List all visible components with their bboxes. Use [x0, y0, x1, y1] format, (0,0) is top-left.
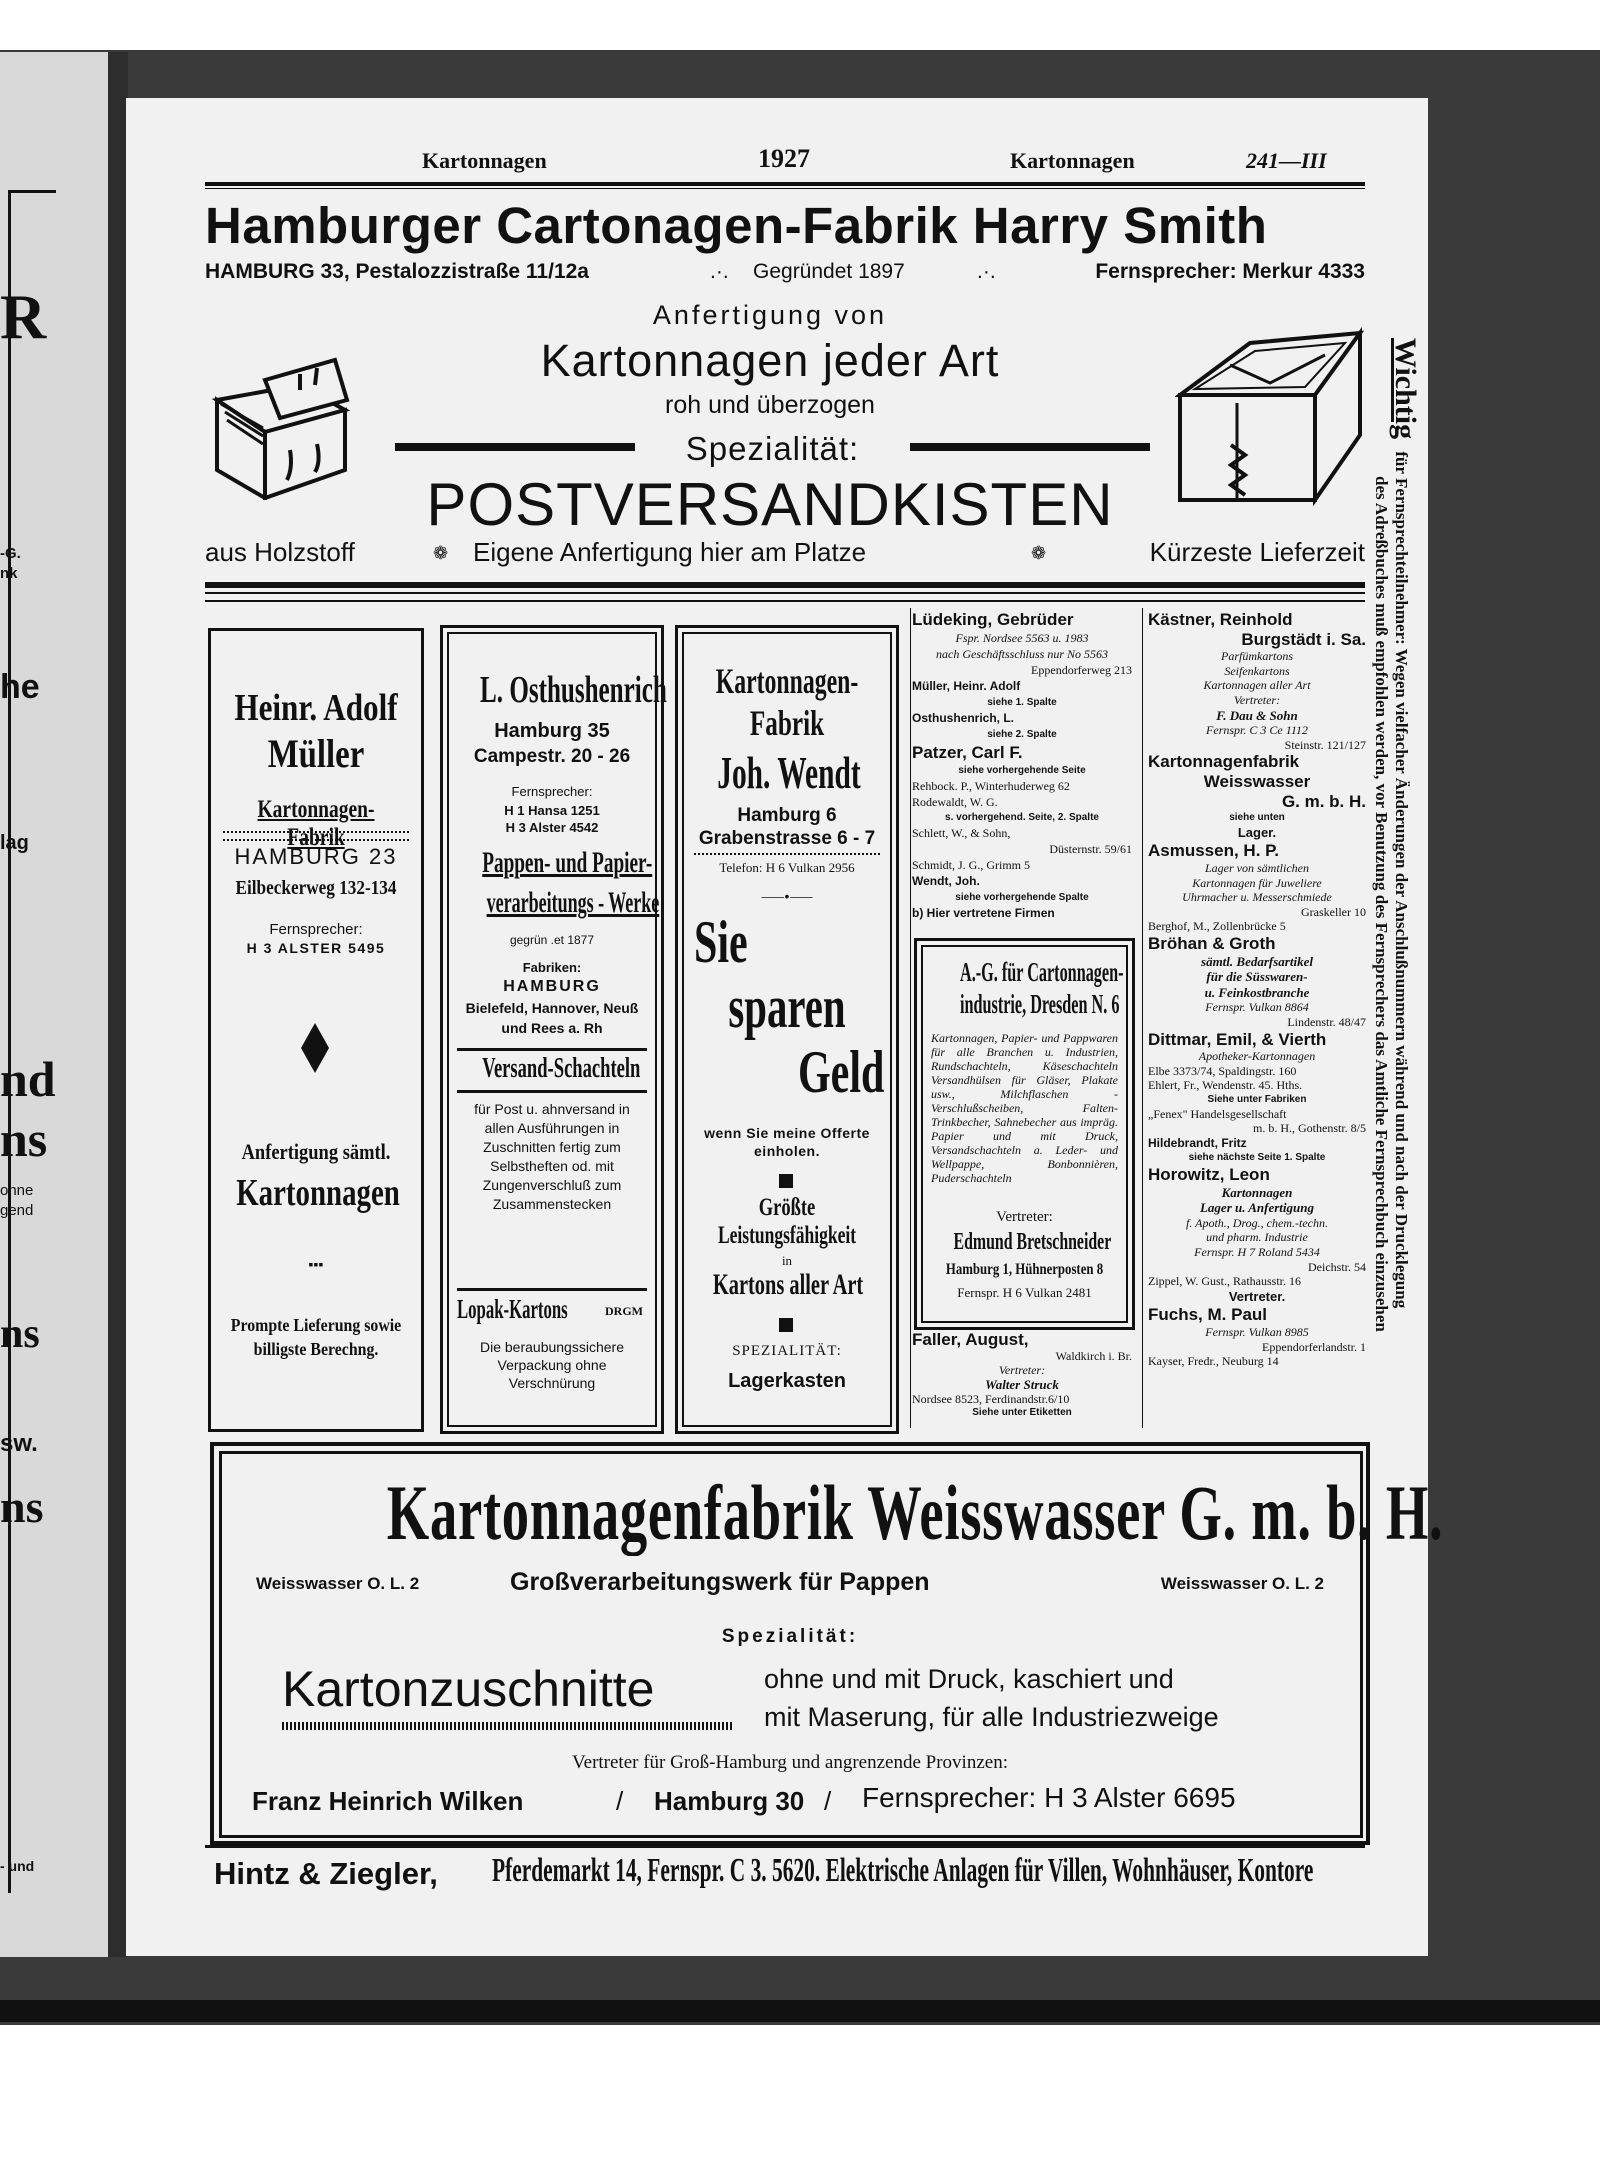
- shipping-crate-icon: [1175, 325, 1365, 510]
- left-page-frame: [8, 190, 56, 1893]
- sidebar-notice-line1: für Fernsprechteilnehmer: Wegen vielfacher Änderungen der Anschlußnummern während und nach der Drucklegung: [1392, 451, 1411, 1309]
- harry-smith-line3: roh und überzogen: [665, 391, 875, 419]
- directory-entry-line: s. vorhergehend. Seite, 2. Spalte: [945, 812, 1099, 823]
- wendt-slogan3: Geld: [797, 1039, 884, 1105]
- harry-smith-line1: Anfertigung von: [652, 300, 888, 330]
- ornament-icon: ▪▪▪: [308, 1256, 324, 1272]
- sidebar-notice-title: Wichtig: [1389, 338, 1422, 440]
- mueller-city: HAMBURG 23: [234, 844, 398, 869]
- directory-entry-line: siehe vorhergehende Spalte: [955, 892, 1089, 903]
- directory-entry-line: „Fenex" Handelsgesellschaft: [1148, 1106, 1287, 1121]
- directory-entry-line: Osthushenrich, L.: [912, 711, 1015, 725]
- dresden-rep-address: Hamburg 1, Hühnerposten 8: [945, 1261, 1104, 1278]
- harry-smith-material: aus Holzstoff: [205, 537, 355, 567]
- osthushenrich-lopak-line: [457, 1294, 647, 1325]
- wendt-slogan1: Sie: [694, 909, 748, 975]
- harry-smith-bottom-line: [205, 537, 1365, 571]
- weisswasser-subtitle: Großverarbeitungswerk für Pappen: [510, 1568, 930, 1596]
- directory-entry-line: Rehbock. P., Winterhuderweg 62: [912, 779, 1070, 793]
- ornament-rule: [223, 831, 409, 841]
- directory-entry-line: Fspr. Nordsee 5563 u. 1983: [955, 631, 1089, 645]
- ornament-rule: [282, 1722, 734, 1730]
- left-fragment: - und: [0, 1858, 35, 1874]
- harry-smith-line4: Spezialität:: [685, 430, 860, 467]
- directory-entry-line: Kartonnagenfabrik: [1148, 752, 1300, 772]
- left-fragment: ns: [0, 1481, 44, 1532]
- wendt-offer: wenn Sie meine Offerte einholen.: [704, 1125, 870, 1159]
- directory-entry-line: Deichstr. 54: [1308, 1259, 1366, 1274]
- directory-entry-line: Berghof, M., Zollenbrücke 5: [1148, 919, 1286, 934]
- directory-entry-line: Fernspr. H 7 Roland 5434: [1194, 1245, 1320, 1259]
- harry-smith-delivery: Kürzeste Lieferzeit: [1149, 537, 1365, 567]
- wendt-line2: Fabrik: [749, 703, 825, 743]
- directory-entry-line: und pharm. Industrie: [1206, 1230, 1308, 1245]
- ornament-bullet-icon: ❁: [1031, 543, 1047, 563]
- directory-entry-line: Walter Struck: [985, 1377, 1059, 1392]
- osthushenrich-works1: Pappen- und Papier-: [482, 846, 653, 879]
- dresden-rep-phone: Fernspr. H 6 Vulkan 2481: [957, 1285, 1092, 1300]
- wendt-city: Hamburg 6: [737, 805, 837, 826]
- osthushenrich-product-text: für Post u. ahnversand in allen Ausführungen in Zuschnitten fertig zum Selbstheften od. mit Zungenverschluß zum Zusammenstecken: [474, 1101, 630, 1212]
- directory-entry-line: Müller, Heinr. Adolf: [912, 679, 1021, 693]
- harry-smith-founded: Gegründet 1897: [753, 260, 905, 283]
- footer-advert: [214, 1850, 1364, 1898]
- mueller-name1: Heinr. Adolf: [234, 687, 398, 729]
- directory-entry-line: Seifenkartons: [1224, 663, 1290, 678]
- directory-entry-line: nach Geschäftsschluss nur No 5563: [936, 647, 1108, 661]
- wendt-big3: Kartons aller Art: [712, 1268, 864, 1301]
- directory-entry-line: Burgstädt i. Sa.: [1241, 629, 1366, 649]
- left-fragment: nk: [0, 565, 18, 582]
- advert-dresden: [914, 938, 1135, 1330]
- directory-entry-line: Siehe unter Etiketten: [972, 1407, 1072, 1418]
- divider: [457, 1090, 647, 1093]
- directory-entry-line: b) Hier vertretene Firmen: [912, 906, 1055, 920]
- dresden-title1: A.-G. für Cartonnagen-: [960, 957, 1124, 987]
- directory-entry-line: Asmussen, H. P.: [1148, 841, 1280, 861]
- dresden-text: Kartonnagen, Papier- und Pappwaren für alle Branchen u. Industrien, Rundschachteln, Käseschachteln Versandhülsen für Gläser, Plakate usw., Milchflaschen - Verschlußscheiben, Falten-Trinkbecher, Sahnebecher aus impräg. Papier und mit Druck, Versandschachteln a. Leder- und Wellpappe, Bonbonnièren, Puderschachteln: [931, 1031, 1118, 1185]
- advert-weisswasser: [210, 1442, 1444, 1845]
- mueller-trade: Kartonnagen-Fabrik: [257, 796, 375, 851]
- directory-entry-line: Wendt, Joh.: [912, 874, 980, 888]
- left-fragment: ns: [0, 1311, 40, 1357]
- osthushenrich-factory3: und Rees a. Rh: [501, 1020, 603, 1036]
- osthushenrich-phone2: H 3 Alster 4542: [505, 820, 599, 835]
- directory-entry-line: siehe nächste Seite 1. Spalte: [1188, 1152, 1326, 1164]
- directory-entry-line: Ehlert, Fr., Wendenstr. 45. Hths.: [1148, 1078, 1303, 1093]
- directory-entry-line: Rodewaldt, W. G.: [912, 795, 998, 809]
- directory-entry-line: Fernspr. C 3 Ce 1112: [1206, 723, 1308, 738]
- directory-entry-line: m. b. H., Gothenstr. 8/5: [1253, 1121, 1366, 1136]
- directory-entry-line: Fernspr. Vulkan 8864: [1205, 1000, 1309, 1015]
- left-fragment: he: [0, 668, 40, 706]
- wendt-slogan2: sparen: [728, 974, 846, 1040]
- weisswasser-rep-phone: Fernsprecher: H 3 Alster 6695: [862, 1782, 1236, 1813]
- directory-entry-line: Weisswasser: [1203, 772, 1311, 791]
- directory-entry-line: für die Süsswaren-: [1206, 969, 1308, 985]
- divider: [457, 1048, 647, 1051]
- separator: /: [824, 1786, 832, 1816]
- header-rule-thin: [205, 188, 1365, 189]
- column-rule: [910, 608, 911, 1428]
- directory-entry-line: Kartonnagen aller Art: [1203, 678, 1311, 693]
- osthushenrich-city: Hamburg 35: [494, 720, 610, 742]
- directory-entry-line: Kartonnagen für Juweliere: [1192, 875, 1322, 890]
- ornament-icon: ⸺•⸺: [760, 888, 814, 904]
- dresden-title2: industrie, Dresden N. 6: [960, 989, 1120, 1019]
- weisswasser-location-left: Weisswasser O. L. 2: [256, 1574, 420, 1593]
- footer-text: Pferdemarkt 14, Fernspr. C 3. 5620. Elektrische Anlagen für Villen, Wohnhäuser, Kontore: [492, 1852, 1314, 1889]
- weisswasser-rep-name: Franz Heinrich Wilken: [252, 1786, 524, 1816]
- osthushenrich-phone1: H 1 Hansa 1251: [504, 803, 600, 818]
- wendt-in: in: [781, 1253, 793, 1268]
- directory-entry-line: Siehe unter Fabriken: [1207, 1094, 1307, 1105]
- directory-column-2: [1148, 610, 1366, 1430]
- weisswasser-spec: Spezialität:: [721, 1626, 859, 1647]
- mueller-phone-label: Fernsprecher:: [269, 921, 363, 938]
- harry-smith-headline: POSTVERSANDKISTEN: [426, 471, 1114, 538]
- weisswasser-rep-city: Hamburg 30: [654, 1786, 805, 1816]
- weisswasser-product: Kartonzuschnitte: [282, 1661, 655, 1717]
- osthushenrich-street: Campestr. 20 - 26: [473, 746, 631, 767]
- scan-bottom-edge: [0, 2000, 1600, 2022]
- left-fragment: ohne: [0, 1182, 34, 1199]
- directory-entry-line: Lager u. Anfertigung: [1199, 1200, 1314, 1216]
- osthushenrich-lopak-text: Die beraubungssichere Verpackung ohne Verschnürung: [480, 1339, 624, 1391]
- left-fragment: ns: [0, 1111, 48, 1167]
- weisswasser-rep-line: Vertreter für Groß-Hamburg und angrenzende Provinzen:: [572, 1752, 1008, 1773]
- section-rule-thin: [205, 592, 1365, 594]
- directory-entry-line: Steinstr. 121/127: [1284, 737, 1366, 752]
- weisswasser-desc2: mit Maserung, für alle Industriezweige: [764, 1702, 1219, 1732]
- advert-wendt: [675, 625, 899, 1434]
- directory-entry-line: Zippel, W. Gust., Rathausstr. 16: [1148, 1274, 1301, 1289]
- directory-entry-line: Patzer, Carl F.: [912, 743, 1023, 762]
- directory-entry-line: Lager von sämtlichen: [1205, 861, 1309, 875]
- advert-osthushenrich: [440, 625, 667, 1434]
- left-fragment: nd: [0, 1051, 56, 1107]
- square-bullet-icon: [779, 1318, 793, 1332]
- directory-entry-line: F. Dau & Sohn: [1216, 707, 1298, 723]
- weisswasser-desc1: ohne und mit Druck, kaschiert und: [764, 1664, 1174, 1694]
- left-fragment: R: [0, 281, 47, 352]
- weisswasser-location-right: Weisswasser O. L. 2: [1160, 1574, 1324, 1593]
- osthushenrich-factory2: Bielefeld, Hannover, Neuß: [465, 1000, 639, 1016]
- left-fragment: gend: [0, 1202, 34, 1219]
- wendt-spec-item: Lagerkasten: [728, 1370, 846, 1392]
- directory-entry-line: Elbe 3373/74, Spaldingstr. 160: [1148, 1063, 1297, 1078]
- directory-entry-line: Kästner, Reinhold: [1148, 610, 1293, 629]
- directory-entry-line: siehe 1. Spalte: [987, 697, 1057, 708]
- left-fragment: -G.: [0, 545, 21, 562]
- mueller-street: Eilbeckerweg 132-134: [235, 877, 397, 899]
- directory-entry-line: Lüdeking, Gebrüder: [912, 610, 1074, 629]
- directory-entry-line: Waldkirch i. Br.: [1055, 1349, 1132, 1363]
- page-number: 241—III: [1246, 148, 1327, 173]
- osthushenrich-founded: gegrün .et 1877: [509, 933, 595, 947]
- directory-entry-line: Kartonnagen: [1221, 1184, 1293, 1200]
- directory-entry-line: siehe vorhergehende Seite: [958, 765, 1086, 776]
- osthushenrich-works2: verarbeitungs - Werke: [486, 886, 660, 919]
- osthushenrich-lopak: Lopak-Kartons: [457, 1294, 568, 1324]
- directory-entry-line: Fuchs, M. Paul: [1148, 1305, 1268, 1325]
- directory-entry-line: G. m. b. H.: [1281, 791, 1366, 811]
- left-fragment: lag: [0, 832, 29, 854]
- ornament-rule-right: [910, 443, 1150, 451]
- divider: [457, 1288, 647, 1291]
- mueller-offer1: Anfertigung sämtl.: [241, 1139, 391, 1164]
- osthushenrich-factory1: HAMBURG: [503, 978, 601, 995]
- header-rule: [205, 182, 1365, 186]
- directory-entry-line: Dittmar, Emil, & Vierth: [1148, 1029, 1327, 1049]
- directory-entry-line: Schlett, W., & Sohn,: [912, 826, 1011, 840]
- directory-entry-line: f. Apoth., Drog., chem.-techn.: [1186, 1215, 1328, 1230]
- directory-entry-line: Kayser, Fredr., Neuburg 14: [1148, 1354, 1279, 1369]
- directory-entry-line: Faller, August,: [912, 1330, 1029, 1349]
- directory-entry-line: Hildebrandt, Fritz: [1148, 1135, 1247, 1150]
- directory-entry-line: Apotheker-Kartonnagen: [1198, 1049, 1316, 1064]
- directory-entry-line: Lindenstr. 48/47: [1287, 1015, 1366, 1029]
- page-gutter: [108, 52, 128, 1957]
- directory-entry-line: Vertreter.: [1228, 1288, 1286, 1304]
- directory-entry-line: Uhrmacher u. Messerschmiede: [1182, 890, 1332, 905]
- column-rule: [1142, 608, 1143, 1428]
- osthushenrich-name: L. Osthushenrich: [480, 669, 667, 711]
- directory-entry-line: Graskeller 10: [1301, 904, 1366, 919]
- directory-column-1-tail: [912, 1330, 1132, 1430]
- wendt-phone: Telefon: H 6 Vulkan 2956: [719, 860, 855, 875]
- directory-entry-line: Parfümkartons: [1221, 649, 1293, 664]
- directory-entry-line: Nordsee 8523, Ferdinandstr.6/10: [912, 1392, 1070, 1406]
- footer-name: Hintz & Ziegler,: [214, 1856, 438, 1891]
- harry-smith-title: Hamburger Cartonagen-Fabrik Harry Smith: [205, 197, 1268, 254]
- harry-smith-line2: Kartonnagen jeder Art: [540, 335, 1000, 386]
- diamond-ornament-icon: [301, 1023, 329, 1073]
- harry-smith-phone: Fernsprecher: Merkur 4333: [1095, 260, 1365, 283]
- sidebar-notice-line2: des Adreßbuches muß empfohlen werden, vor Benutzung des Fernsprechers das Amtliche Fernsprechbuch einzusehen: [1372, 476, 1391, 1332]
- osthushenrich-phone-label: Fernsprecher:: [511, 784, 593, 799]
- directory-entry-line: siehe unten: [1229, 812, 1285, 824]
- dresden-rep-name: Edmund Bretschneider: [953, 1229, 1112, 1255]
- wendt-spec: SPEZIALITÄT:: [732, 1343, 842, 1359]
- harry-smith-address: HAMBURG 33, Pestalozzistraße 11/12a: [205, 260, 589, 283]
- osthushenrich-factories-label: Fabriken:: [522, 960, 582, 975]
- mueller-name2: Müller: [267, 731, 365, 776]
- footer-rule: [205, 1845, 1365, 1848]
- separator: .·.: [710, 260, 729, 283]
- ornament-rule: [694, 853, 880, 859]
- directory-entry-line: Schmidt, J. G., Grimm 5: [912, 858, 1031, 872]
- ornament-rule-left: [395, 443, 635, 451]
- osthushenrich-lopak-mark: DRGM: [605, 1304, 643, 1318]
- wendt-line1: Kartonnagen-: [715, 661, 859, 701]
- wendt-big1: Größte: [758, 1194, 816, 1221]
- wendt-street: Grabenstrasse 6 - 7: [698, 828, 876, 849]
- running-head-right: Kartonnagen: [1010, 148, 1135, 173]
- directory-entry-line: Horowitz, Leon: [1148, 1165, 1270, 1184]
- wendt-name: Joh. Wendt: [717, 747, 861, 798]
- weisswasser-title: Kartonnagenfabrik Weisswasser G. m. b. H.: [386, 1469, 1444, 1556]
- ornament-bullet-icon: ❁: [433, 543, 449, 563]
- osthushenrich-product: Versand-Schachteln: [482, 1052, 641, 1084]
- separator: .·.: [977, 260, 996, 283]
- harry-smith-address-line: [205, 260, 1365, 290]
- mueller-phone: H 3 ALSTER 5495: [246, 940, 386, 956]
- directory-entry-line: Eppendorferweg 213: [1031, 663, 1132, 677]
- square-bullet-icon: [779, 1174, 793, 1188]
- mueller-closing: Prompte Lieferung sowie billigste Berechng.: [230, 1315, 402, 1359]
- running-head-year: 1927: [758, 144, 810, 173]
- wendt-big2: Leistungsfähigkeit: [717, 1222, 857, 1249]
- directory-entry-line: siehe 2. Spalte: [987, 729, 1057, 740]
- open-box-icon: [205, 340, 355, 500]
- section-rule: [205, 582, 1365, 588]
- directory-column-1: [912, 610, 1132, 932]
- harry-smith-production: Eigene Anfertigung hier am Platze: [473, 537, 867, 567]
- directory-entry-line: Düsternstr. 59/61: [1049, 842, 1132, 856]
- separator: /: [616, 1786, 624, 1816]
- advert-mueller: [208, 628, 424, 1432]
- directory-entry-line: Vertreter:: [1233, 693, 1281, 707]
- directory-entry-line: Vertreter:: [998, 1363, 1046, 1377]
- directory-entry-line: u. Feinkostbranche: [1204, 984, 1310, 1000]
- mueller-offer2: Kartonnagen: [236, 1172, 400, 1214]
- dresden-rep-label: Vertreter:: [996, 1209, 1053, 1225]
- directory-entry-line: sämtl. Bedarfsartikel: [1201, 953, 1313, 969]
- section-rule-thin: [205, 600, 1365, 602]
- directory-entry-line: Eppendorferlandstr. 1: [1262, 1339, 1366, 1354]
- left-fragment: sw.: [0, 1430, 38, 1457]
- directory-entry-line: Lager.: [1237, 824, 1277, 840]
- running-head-left: Kartonnagen: [422, 148, 547, 173]
- directory-entry-line: Fernspr. Vulkan 8985: [1205, 1325, 1309, 1339]
- directory-entry-line: Bröhan & Groth: [1148, 934, 1276, 953]
